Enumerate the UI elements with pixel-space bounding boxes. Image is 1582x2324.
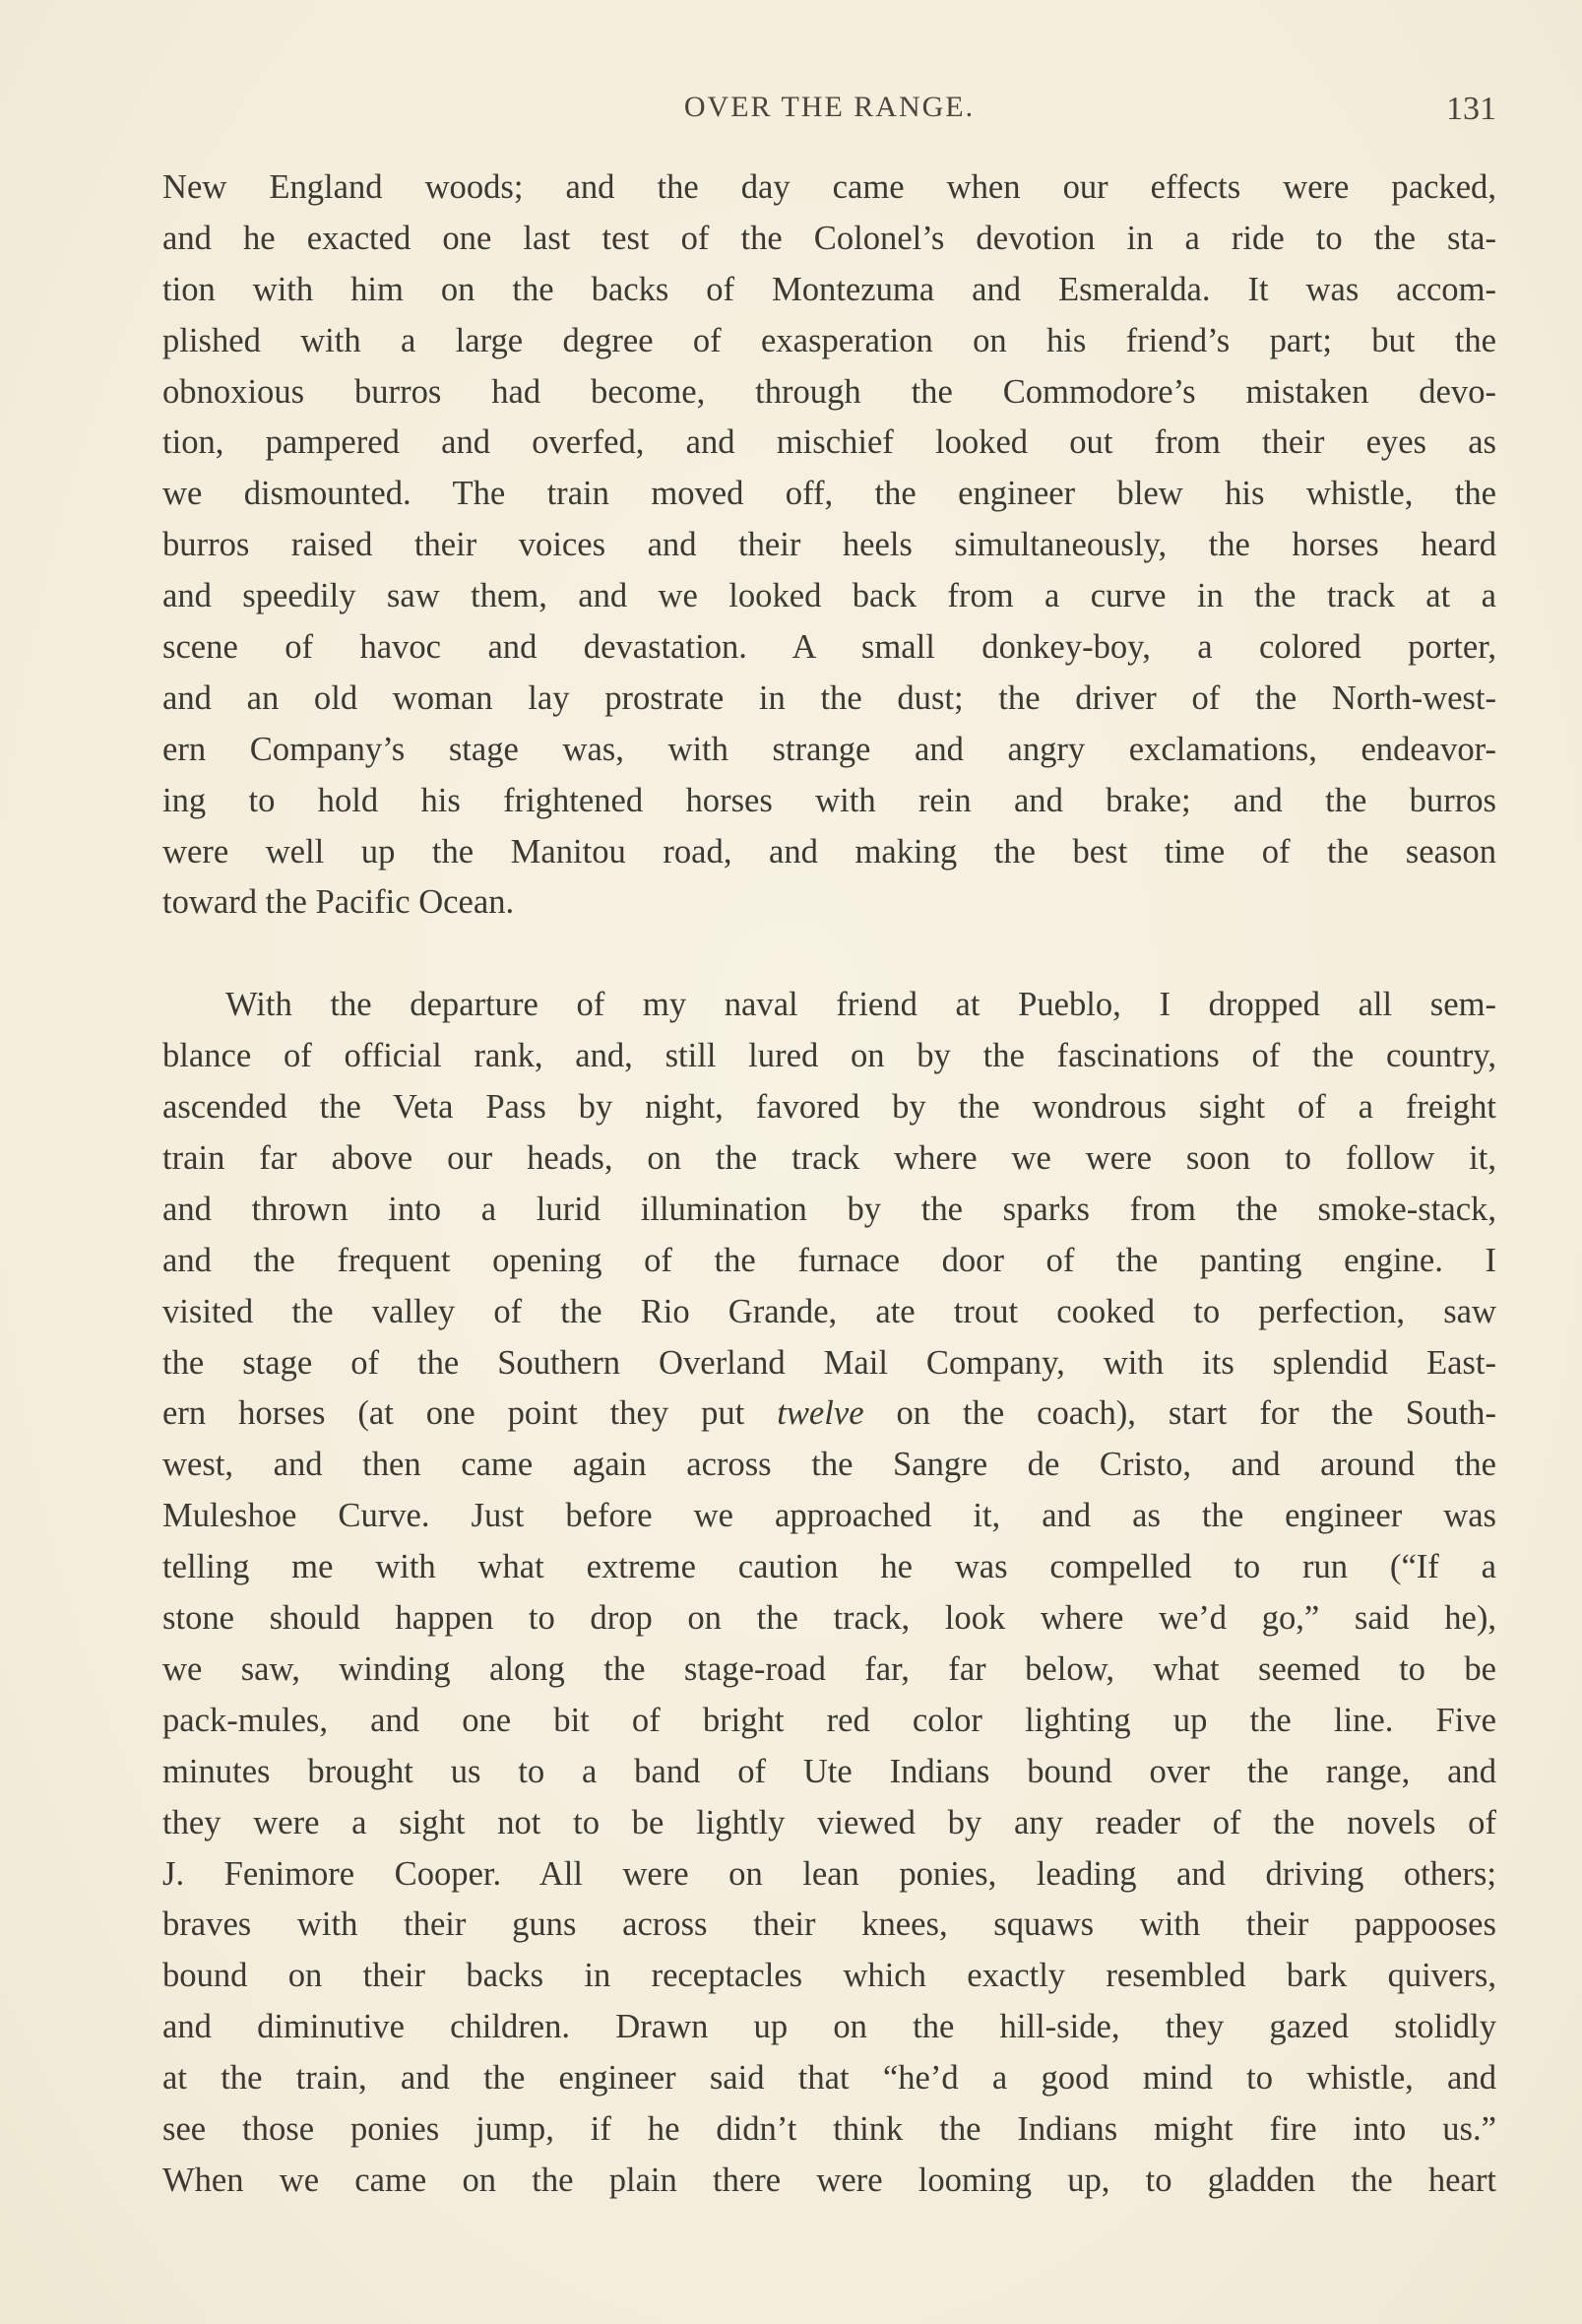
text-line: ern Company’s stage was, with strange and angry exclamations, endeavor-	[162, 730, 1496, 768]
paragraph-2	[162, 980, 1496, 2206]
running-title: OVER THE RANGE.	[683, 91, 976, 123]
text-line: tion, pampered and overfed, and mischief looked out from their eyes as	[162, 423, 1496, 462]
paragraph-1	[162, 162, 1496, 929]
text-line: New England woods; and the day came when our effects were packed,	[162, 168, 1496, 206]
text-line: ern horses (at one point they put twelve on the coach), start for the South-	[162, 1394, 1496, 1433]
text-line: and diminutive children. Drawn up on the hill-side, they gazed stolidly	[162, 2008, 1496, 2046]
text-line: stone should happen to drop on the track, look where we’d go,” said he),	[162, 1599, 1496, 1638]
text-line: they were a sight not to be lightly viewed by any reader of the novels of	[162, 1803, 1496, 1841]
text-line: obnoxious burros had become, through the Commodore’s mistaken devo-	[162, 372, 1496, 411]
text-line: we dismounted. The train moved off, the engineer blew his whistle, the	[162, 475, 1496, 513]
text-line: scene of havoc and devastation. A small donkey-boy, a colored porter,	[162, 628, 1496, 667]
text-line: ing to hold his frightened horses with rein and brake; and the burros	[162, 781, 1496, 819]
text-line: telling me with what extreme caution he was compelled to run (“If a	[162, 1548, 1496, 1586]
paragraph-gap	[162, 929, 1496, 980]
text-line: see those ponies jump, if he didn’t think the Indians might fire into us.”	[162, 2109, 1496, 2148]
text-line: and the frequent opening of the furnace door of the panting engine. I	[162, 1241, 1496, 1279]
text-line: were well up the Manitou road, and making the best time of the season	[162, 832, 1496, 871]
text-line: and an old woman lay prostrate in the dust; the driver of the North-west-	[162, 678, 1496, 717]
text-line: When we came on the plain there were looming up, to gladden the heart	[162, 2161, 1496, 2199]
text-line: With the departure of my naval friend at Pueblo, I dropped all sem-	[225, 986, 1496, 1024]
text-line: blance of official rank, and, still lured on by the fascinations of the country,	[162, 1037, 1496, 1075]
body-text	[162, 162, 1496, 2207]
text-line: J. Fenimore Cooper. All were on lean ponies, leading and driving others;	[162, 1854, 1496, 1893]
text-line: and thrown into a lurid illumination by the sparks from the smoke-stack,	[162, 1190, 1496, 1228]
italic-word: twelve	[777, 1394, 864, 1433]
text-line: tion with him on the backs of Montezuma and Esmeralda. It was accom-	[162, 270, 1496, 308]
text-line: braves with their guns across their knees, squaws with their pappooses	[162, 1905, 1496, 1944]
text-line: Muleshoe Curve. Just before we approached it, and as the engineer was	[162, 1497, 1496, 1535]
text-line: west, and then came again across the Sangre de Cristo, and around the	[162, 1446, 1496, 1484]
text-line: and speedily saw them, and we looked back from a curve in the track at a	[162, 577, 1496, 615]
text-line: at the train, and the engineer said that “he’d a good mind to whistle, and	[162, 2059, 1496, 2098]
page-number: 131	[1446, 91, 1496, 127]
text-line: pack-mules, and one bit of bright red color lighting up the line. Five	[162, 1701, 1496, 1739]
text-line: toward the Pacific Ocean.	[162, 883, 515, 922]
text-line: ascended the Veta Pass by night, favored by the wondrous sight of a freight	[162, 1088, 1496, 1127]
text-line: visited the valley of the Rio Grande, ate trout cooked to perfection, saw	[162, 1292, 1496, 1330]
text-line: minutes brought us to a band of Ute Indians bound over the range, and	[162, 1752, 1496, 1790]
running-head	[162, 91, 1496, 130]
text-line: train far above our heads, on the track where we were soon to follow it,	[162, 1139, 1496, 1178]
text-line: plished with a large degree of exasperation on his friend’s part; but the	[162, 321, 1496, 359]
text-line: burros raised their voices and their heels simultaneously, the horses heard	[162, 526, 1496, 564]
text-line: bound on their backs in receptacles which exactly resembled bark quivers,	[162, 1957, 1496, 1995]
text-line: we saw, winding along the stage-road far, far below, what seemed to be	[162, 1649, 1496, 1688]
text-line: and he exacted one last test of the Colonel’s devotion in a ride to the sta-	[162, 219, 1496, 257]
text-line: the stage of the Southern Overland Mail Company, with its splendid East-	[162, 1343, 1496, 1382]
